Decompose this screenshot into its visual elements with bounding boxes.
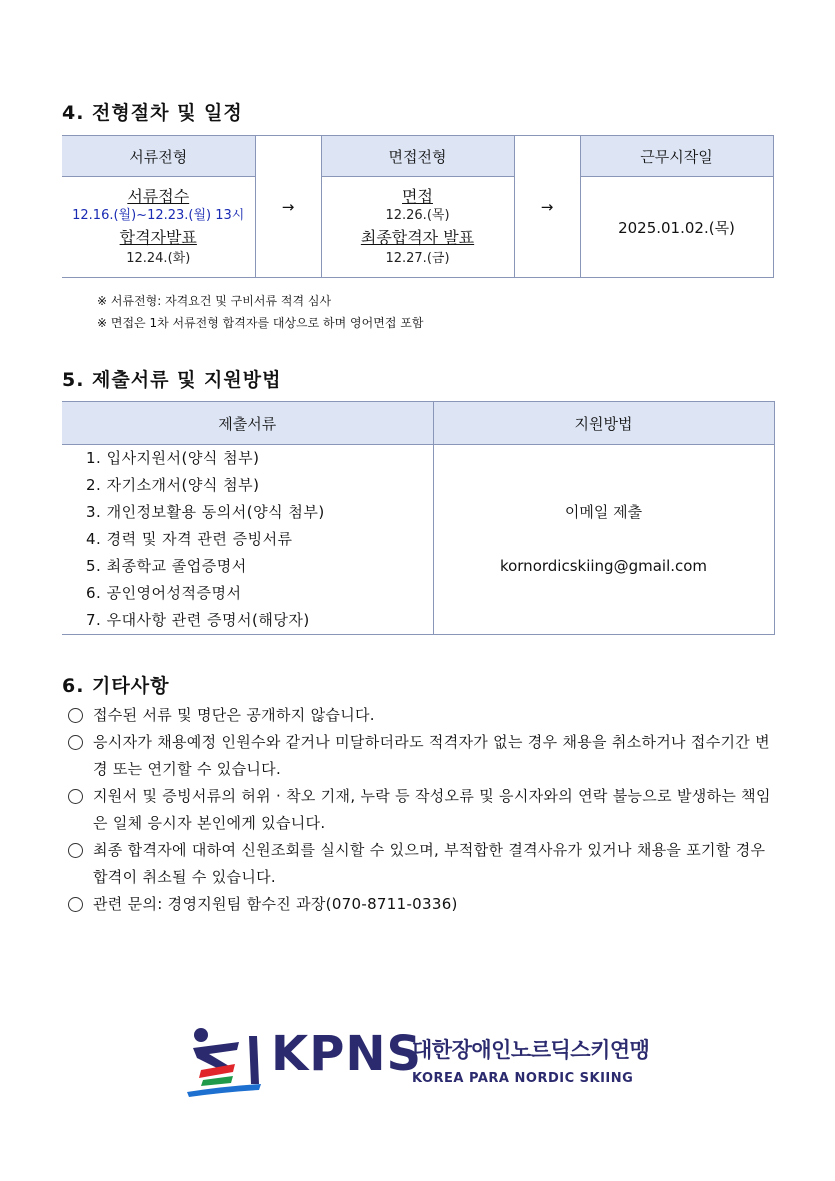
circle-bullet-icon: [68, 897, 83, 912]
list-item: [68, 783, 776, 837]
documents-table: [62, 401, 775, 635]
method-cell: [433, 445, 774, 635]
list-item: 4. 경력 및 자격 관련 증빙서류: [86, 530, 293, 548]
kpns-logo: [185, 1026, 655, 1101]
circle-bullet-icon: [68, 708, 83, 723]
list-item: [68, 891, 776, 918]
doc-step2: 합격자발표: [119, 228, 197, 247]
list-item: 7. 우대사항 관련 증명서(해당자): [86, 611, 310, 629]
circle-bullet-icon: [68, 789, 83, 804]
header-interview: 면접전형: [321, 136, 514, 177]
notice-text: 응시자가 채용예정 인원수와 같거나 미달하더라도 적격자가 없는 경우 채용을 취소하거나 접수기간 변경 또는 연기할 수 있습니다.: [93, 733, 770, 778]
notice-text: 최종 합격자에 대하여 신원조회를 실시할 수 있으며, 부적합한 결격사유가 있거나 채용을 포기할 경우 합격이 취소될 수 있습니다.: [93, 841, 766, 886]
section6-title: 6. 기타사항: [62, 675, 170, 697]
start-date-cell: 2025.01.02.(목): [580, 177, 773, 278]
list-item: 3. 개인정보활용 동의서(양식 첨부): [86, 503, 325, 521]
doc-screening-cell: [62, 177, 255, 278]
notice-text: 접수된 서류 및 명단은 공개하지 않습니다.: [93, 706, 375, 724]
interview-step2-date: 12.27.(금): [385, 251, 450, 267]
doc-step1: 서류접수: [127, 187, 190, 207]
note-1: ※ 서류전형: 자격요건 및 구비서류 적격 심사: [97, 294, 332, 308]
list-item: 2. 자기소개서(양식 첨부): [86, 476, 260, 494]
list-item: [68, 837, 776, 891]
interview-cell: [321, 177, 514, 278]
logo-english-name: KOREA PARA NORDIC SKIING: [412, 1071, 634, 1086]
list-item: 1. 입사지원서(양식 첨부): [86, 449, 260, 467]
header-start-date: 근무시작일: [580, 136, 773, 177]
documents-cell: [62, 445, 433, 635]
documents-list: [86, 445, 433, 634]
arrow-1: →: [255, 136, 321, 278]
logo-abbr: KPNS: [271, 1026, 423, 1082]
notice-list: [68, 702, 776, 918]
list-item: [68, 729, 776, 783]
notice-text: 관련 문의: 경영지원팀 함수진 과장(070-8711-0336): [93, 895, 458, 913]
list-item: 6. 공인영어성적증명서: [86, 584, 242, 602]
doc-step2-date: 12.24.(화): [126, 251, 191, 267]
method-text: 이메일 제출: [564, 503, 643, 521]
email-address[interactable]: kornordicskiing@gmail.com: [499, 557, 708, 575]
arrow-2: →: [514, 136, 580, 278]
header-method: 지원방법: [433, 402, 774, 445]
interview-step1: 면접: [402, 187, 433, 207]
circle-bullet-icon: [68, 843, 83, 858]
note-2: ※ 면접은 1차 서류전형 합격자를 대상으로 하며 영어면접 포함: [97, 316, 424, 330]
logo-korean-name: 대한장애인노르딕스키연맹: [412, 1038, 650, 1062]
section4-title: 4. 전형절차 및 일정: [62, 102, 243, 124]
skier-icon: [185, 1026, 265, 1098]
schedule-table: [62, 135, 774, 278]
interview-step1-date: 12.26.(목): [385, 208, 450, 224]
list-item: 5. 최종학교 졸업증명서: [86, 557, 247, 575]
interview-step2: 최종합격자 발표: [360, 228, 475, 247]
header-documents: 제출서류: [62, 402, 433, 445]
circle-bullet-icon: [68, 735, 83, 750]
section5-title: 5. 제출서류 및 지원방법: [62, 369, 282, 391]
notice-text: 지원서 및 증빙서류의 허위 · 착오 기재, 누락 등 작성오류 및 응시자와의 연락 불능으로 발생하는 책임은 일체 응시자 본인에게 있습니다.: [93, 787, 771, 832]
list-item: [68, 702, 776, 729]
doc-step1-date: 12.16.(월)~12.23.(월) 13시: [72, 208, 245, 224]
header-doc-screening: 서류전형: [62, 136, 255, 177]
